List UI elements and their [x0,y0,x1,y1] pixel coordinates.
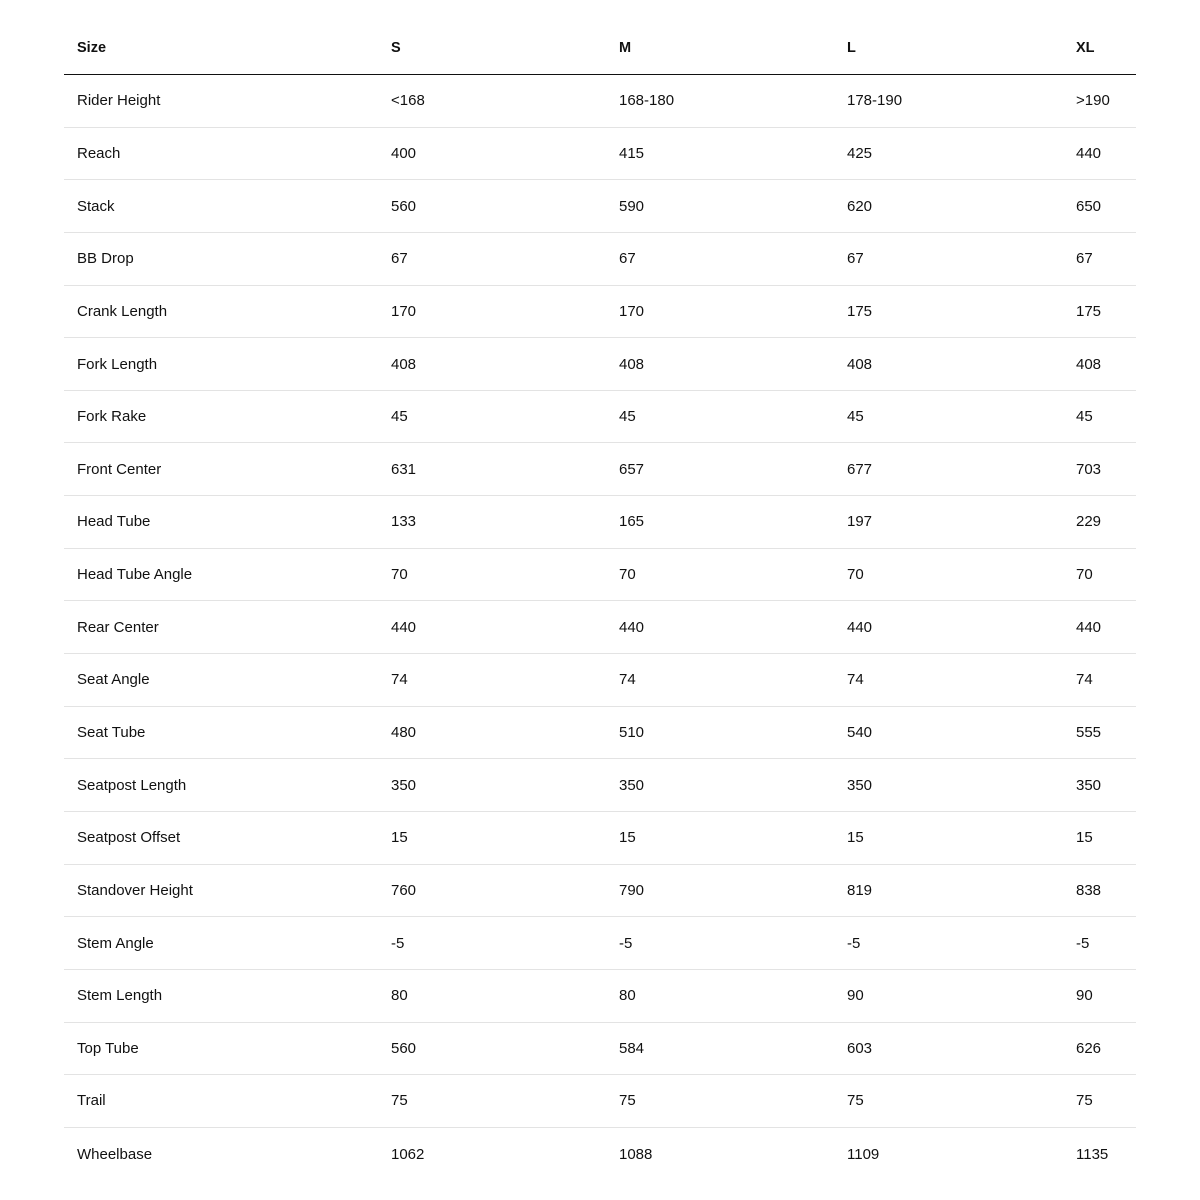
table-row [64,654,1136,707]
table-cell: 74 [619,671,636,689]
table-header-row [64,22,1136,75]
row-label: Rider Height [77,92,161,110]
table-cell: 75 [1076,1092,1093,1110]
table-cell: 838 [1076,881,1102,899]
table-cell: -5 [619,934,633,952]
table-cell: 133 [391,513,417,531]
table-cell: >190 [1076,92,1110,110]
table-cell: 408 [847,355,873,373]
table-cell: 620 [847,197,873,215]
table-cell: 74 [1076,671,1093,689]
header-cell-l: L [847,40,856,56]
table-cell: 70 [847,566,864,584]
row-label: Top Tube [77,1039,139,1057]
table-cell: 74 [847,671,864,689]
table-cell: 703 [1076,460,1102,478]
table-cell: 15 [1076,829,1093,847]
table-cell: 75 [847,1092,864,1110]
table-row [64,128,1136,181]
row-label: Head Tube [77,513,151,531]
table-row [64,338,1136,391]
table-cell: 560 [391,197,417,215]
row-label: Front Center [77,460,162,478]
row-label: Seat Tube [77,724,146,741]
table-row [64,917,1136,970]
row-label: Rear Center [77,618,159,636]
table-cell: 555 [1076,724,1102,741]
header-cell-s: S [391,40,401,56]
table-cell: 400 [391,144,417,162]
table-row [64,1128,1136,1181]
table-cell: 603 [847,1039,873,1057]
table-row [64,759,1136,812]
table-cell: 45 [619,408,636,426]
table-cell: 440 [1076,618,1102,636]
table-cell: 1109 [847,1145,880,1163]
table-cell: -5 [1076,934,1090,952]
table-cell: 67 [1076,250,1093,268]
header-cell-xl: XL [1076,40,1095,56]
table-cell: 165 [619,513,645,531]
row-label: Stack [77,197,115,215]
table-cell: 440 [1076,144,1102,162]
table-cell: 15 [391,829,408,847]
table-cell: 560 [391,1039,417,1057]
table-cell: <168 [391,92,425,110]
table-row [64,286,1136,339]
row-label: Crank Length [77,302,168,320]
table-row [64,496,1136,549]
table-cell: 90 [847,987,864,1005]
table-cell: 80 [619,987,636,1005]
table-cell: 440 [619,618,645,636]
row-label: Stem Angle [77,934,154,952]
table-cell: 657 [619,460,645,478]
table-body [64,75,1136,1180]
table-cell: 1088 [619,1145,653,1163]
table-cell: 480 [391,724,417,741]
table-cell: 75 [391,1092,408,1110]
table-cell: 67 [847,250,864,268]
table-cell: 350 [1076,776,1102,794]
table-row [64,549,1136,602]
table-cell: 584 [619,1039,645,1057]
table-cell: 540 [847,724,873,741]
table-cell: 350 [391,776,417,794]
table-cell: 790 [619,881,645,899]
table-cell: 178-190 [847,92,903,110]
table-cell: 170 [391,302,417,320]
table-cell: 45 [391,408,408,426]
table-cell: 415 [619,144,645,162]
geometry-table [64,22,1136,1180]
table-cell: 1135 [1076,1145,1109,1163]
table-cell: -5 [391,934,405,952]
table-cell: 1062 [391,1145,425,1163]
table-cell: 45 [1076,408,1093,426]
table-cell: 626 [1076,1039,1102,1057]
table-cell: -5 [847,934,861,952]
table-row [64,707,1136,760]
row-label: Wheelbase [77,1145,153,1163]
row-label: Fork Rake [77,408,147,426]
table-cell: 408 [391,355,417,373]
table-cell: 408 [1076,355,1102,373]
table-cell: 229 [1076,513,1102,531]
row-label: Seatpost Offset [77,829,181,847]
table-cell: 15 [847,829,864,847]
table-row [64,233,1136,286]
row-label: BB Drop [77,250,134,268]
row-label: Seatpost Length [77,776,187,794]
table-row [64,865,1136,918]
table-cell: 408 [619,355,645,373]
table-cell: 350 [847,776,873,794]
table-cell: 590 [619,197,645,215]
row-label: Reach [77,144,121,162]
table-cell: 440 [847,618,873,636]
table-cell: 677 [847,460,873,478]
table-row [64,1023,1136,1076]
table-row [64,1075,1136,1128]
table-cell: 425 [847,144,873,162]
table-cell: 67 [391,250,408,268]
header-cell-m: M [619,40,632,56]
table-cell: 15 [619,829,636,847]
table-cell: 650 [1076,197,1102,215]
table-cell: 74 [391,671,408,689]
table-row [64,391,1136,444]
table-row [64,75,1136,128]
table-cell: 631 [391,460,417,478]
table-cell: 350 [619,776,645,794]
row-label: Stem Length [77,987,163,1005]
table-row [64,970,1136,1023]
table-cell: 70 [1076,566,1093,584]
table-cell: 168-180 [619,92,675,110]
header-cell-size: Size [77,40,107,56]
table-cell: 175 [847,302,873,320]
table-cell: 70 [391,566,408,584]
table-cell: 175 [1076,302,1102,320]
table-cell: 80 [391,987,408,1005]
table-cell: 90 [1076,987,1093,1005]
table-cell: 67 [619,250,636,268]
table-cell: 510 [619,724,645,741]
table-cell: 440 [391,618,417,636]
table-cell: 819 [847,881,873,899]
table-row [64,180,1136,233]
row-label: Seat Angle [77,671,150,689]
table-cell: 75 [619,1092,636,1110]
table-cell: 197 [847,513,873,531]
table-cell: 70 [619,566,636,584]
table-cell: 170 [619,302,645,320]
row-label: Standover Height [77,881,193,899]
row-label: Head Tube Angle [77,566,193,584]
row-label: Fork Length [77,355,158,373]
table-row [64,812,1136,865]
table-row [64,601,1136,654]
row-label: Trail [77,1092,106,1110]
table-cell: 45 [847,408,864,426]
table-cell: 760 [391,881,417,899]
table-row [64,443,1136,496]
